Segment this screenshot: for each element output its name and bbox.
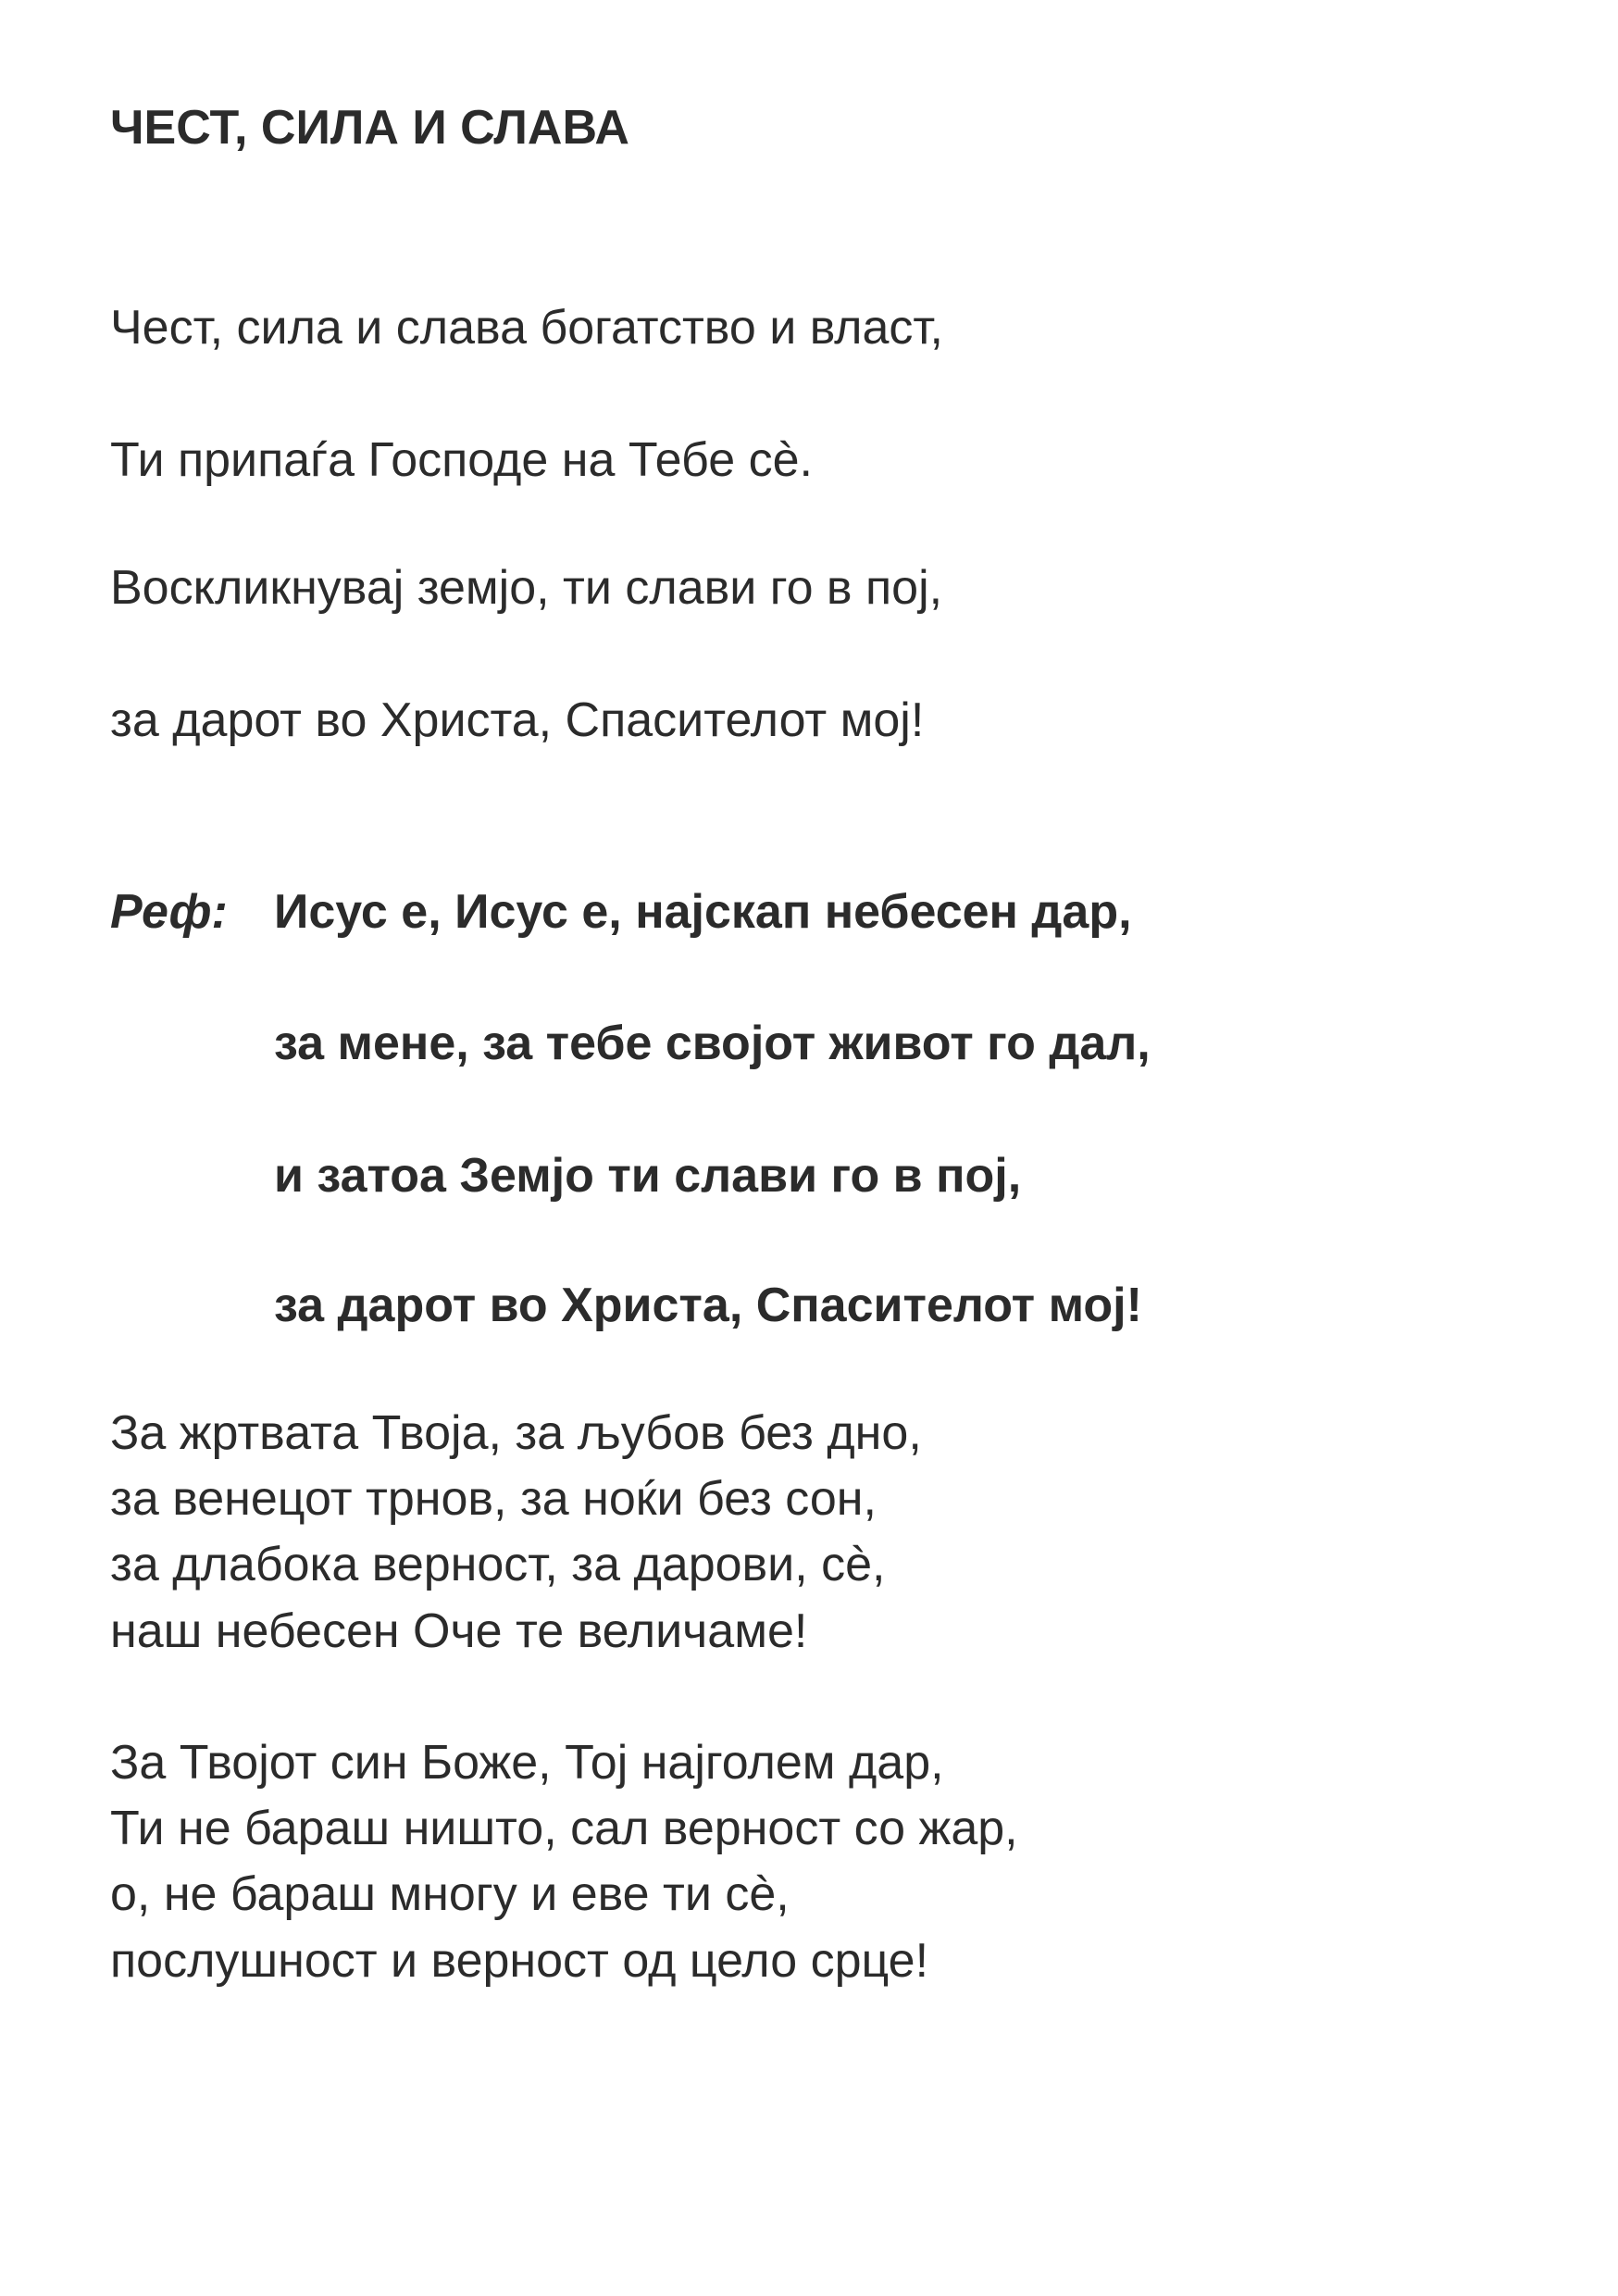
refrain-line-2: за мене, за тебе својот живот го дал, bbox=[274, 1017, 1151, 1070]
verse2-line-3: за длабока верност, за дарови, сè, bbox=[110, 1538, 886, 1591]
verse3-line-4: послушност и верност од цело срце! bbox=[110, 1934, 929, 1988]
verse3-line-2: Ти не бараш ништо, сал верност со жар, bbox=[110, 1802, 1018, 1855]
verse2-line-1: За жртвата Твоја, за љубов без дно, bbox=[110, 1406, 922, 1460]
refrain-line-3: и затоа Земјо ти слави го в пој, bbox=[274, 1149, 1022, 1203]
refrain-line-4: за дарот во Христа, Спасителот мој! bbox=[274, 1279, 1142, 1332]
verse1-line-2: Ти припаѓа Господе на Тебе сè. bbox=[110, 433, 813, 487]
verse3-line-1: За Твојот син Боже, Тој најголем дар, bbox=[110, 1736, 944, 1790]
song-title: ЧЕСТ, СИЛА И СЛАВА bbox=[110, 101, 629, 155]
verse2-line-2: за венецот трнов, за ноќи без сон, bbox=[110, 1472, 877, 1526]
verse1-line-3: Воскликнувај земјо, ти слави го в пој, bbox=[110, 561, 943, 615]
verse1-line-1: Чест, сила и слава богатство и власт, bbox=[110, 301, 943, 355]
refrain-label: Реф: bbox=[110, 885, 228, 939]
verse1-line-4: за дарот во Христа, Спасителот мој! bbox=[110, 693, 925, 747]
verse3-line-3: о, не бараш многу и еве ти сè, bbox=[110, 1867, 790, 1921]
refrain-line-1: Исус е, Исус е, најскап небесен дар, bbox=[274, 885, 1132, 939]
verse2-line-4: наш небесен Оче те величаме! bbox=[110, 1604, 808, 1658]
